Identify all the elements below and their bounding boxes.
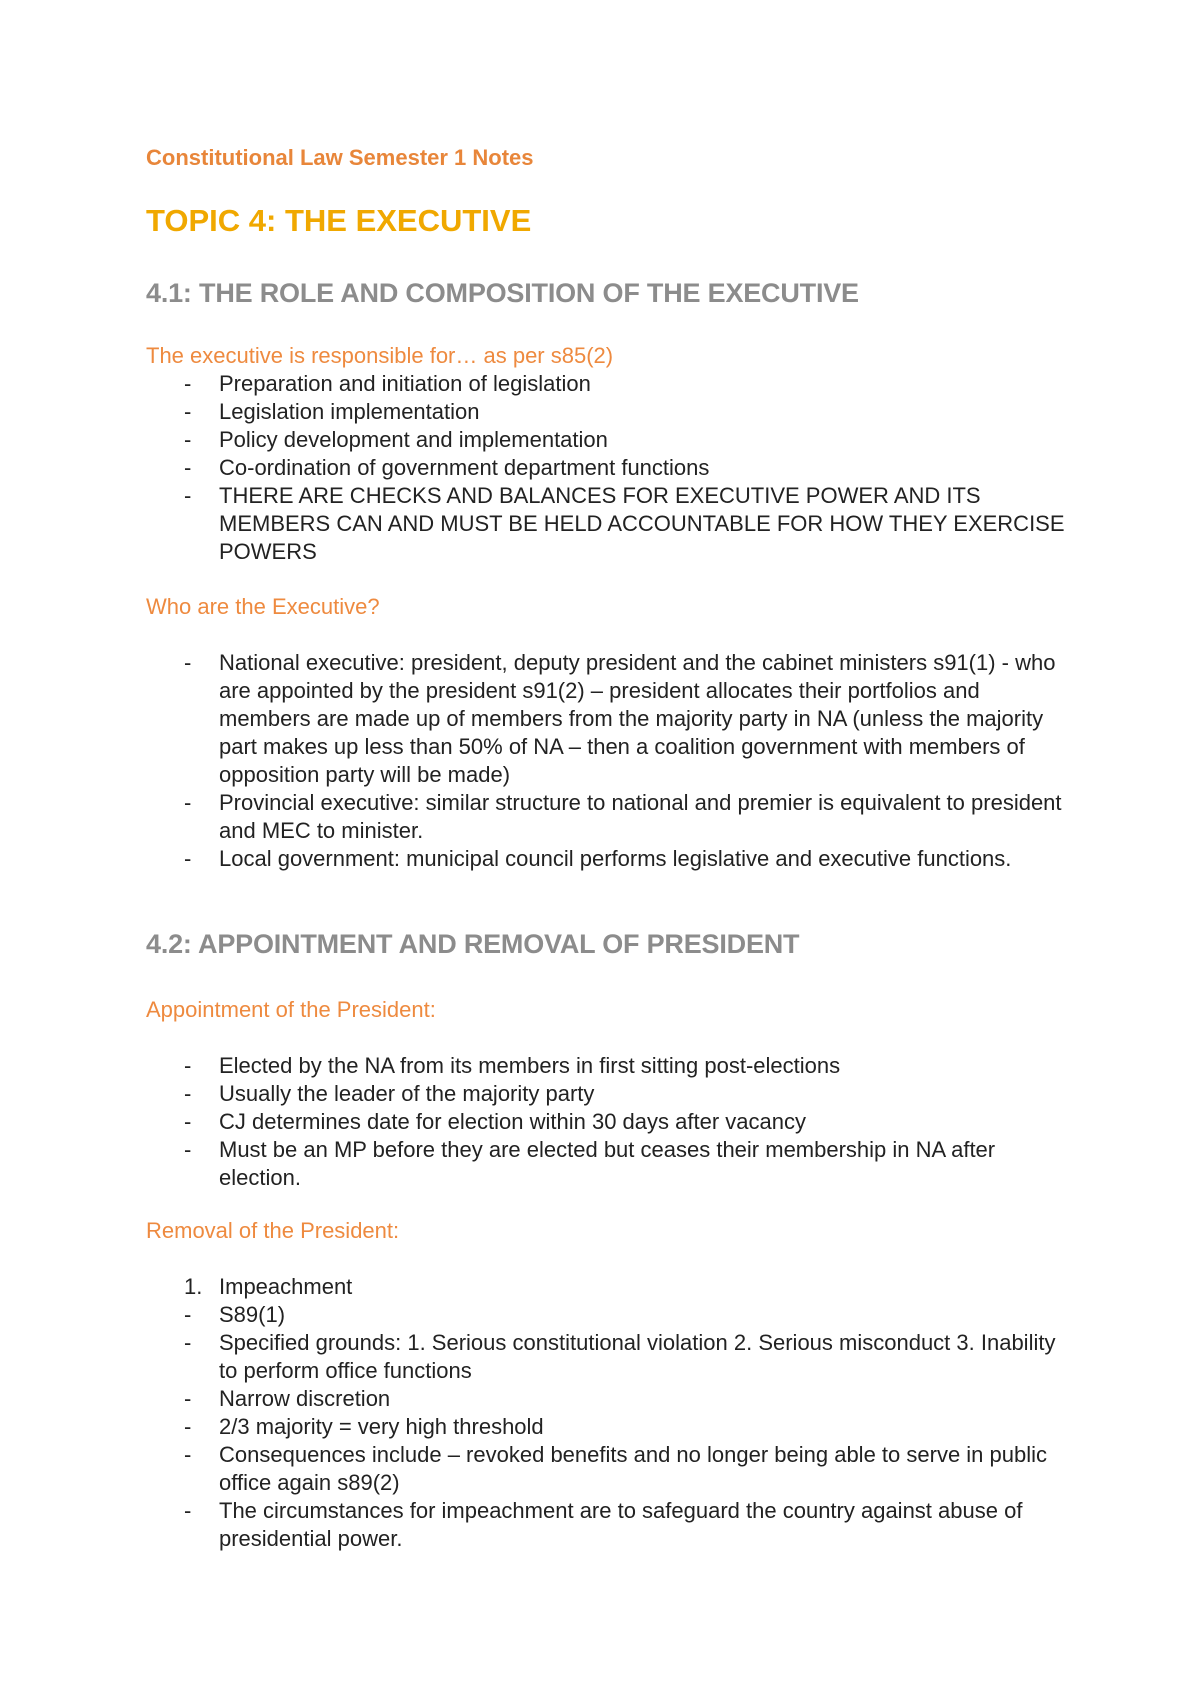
list-marker: - <box>184 846 192 871</box>
list-marker: - <box>184 371 192 396</box>
list-marker: - <box>184 1053 192 1078</box>
who-list <box>0 649 1069 873</box>
section-4-1-title: 4.1: THE ROLE AND COMPOSITION OF THE EXECUTIVE <box>146 278 859 308</box>
list-item: - The circumstances for impeachment are to safeguard the country against abuse of presidential power. <box>184 1498 1023 1551</box>
list-marker: - <box>184 1442 192 1467</box>
who-heading: Who are the Executive? <box>146 594 380 619</box>
list-item: - Co-ordination of government department functions <box>184 455 710 480</box>
list-marker: 1. <box>184 1274 203 1299</box>
list-marker: - <box>184 1330 192 1355</box>
list-marker: - <box>184 1137 192 1162</box>
list-item: - Usually the leader of the majority party <box>184 1081 595 1106</box>
list-marker: - <box>184 790 192 815</box>
list-item: - S89(1) <box>184 1302 286 1327</box>
responsibilities-heading: The executive is responsible for… as per s85(2) <box>146 343 614 368</box>
list-marker: - <box>184 1498 192 1523</box>
list-marker: - <box>184 399 192 424</box>
list-item: - Consequences include – revoked benefits and no longer being able to serve in public office again s89(2) <box>184 1442 1048 1495</box>
list-item: - Local government: municipal council performs legislative and executive functions. <box>184 846 1012 871</box>
list-marker: - <box>184 455 192 480</box>
list-item: - Specified grounds: 1. Serious constitutional violation 2. Serious misconduct 3. Inability to perform office functions <box>184 1330 1056 1383</box>
list-item: - Narrow discretion <box>184 1386 391 1411</box>
list-marker: - <box>184 1109 192 1134</box>
topic-title: TOPIC 4: THE EXECUTIVE <box>146 203 532 238</box>
list-marker: - <box>184 650 192 675</box>
list-item: - Preparation and initiation of legislation <box>184 371 591 396</box>
list-marker: - <box>184 1081 192 1106</box>
list-marker: - <box>184 427 192 452</box>
section-4-2-title: 4.2: APPOINTMENT AND REMOVAL OF PRESIDENT <box>146 929 800 959</box>
list-item: - Policy development and implementation <box>184 427 608 452</box>
list-item: - Provincial executive: similar structure to national and premier is equivalent to president and MEC to minister. <box>184 790 1062 843</box>
list-item: - THERE ARE CHECKS AND BALANCES FOR EXECUTIVE POWER AND ITS MEMBERS CAN AND MUST BE HELD ACCOUNTABLE FOR HOW THEY EXERCISE POWERS <box>184 483 1065 564</box>
appointment-heading: Appointment of the President: <box>146 997 436 1022</box>
list-item: - Legislation implementation <box>184 399 480 424</box>
list-marker: - <box>184 1414 192 1439</box>
removal-heading: Removal of the President: <box>146 1218 400 1243</box>
list-item: - Elected by the NA from its members in first sitting post-elections <box>184 1053 841 1078</box>
list-item: - Must be an MP before they are elected but ceases their membership in NA after election. <box>184 1137 996 1190</box>
list-marker: - <box>184 1386 192 1411</box>
list-item: - National executive: president, deputy president and the cabinet ministers s91(1) - who are appointed by the president s91(2) – president allocates their portfolios and members are made up of members from the majority party in NA (unless the majority part makes up less than 50% of NA – then a coalition government with members of opposition party will be made) <box>184 650 1056 787</box>
list-marker: - <box>184 1302 192 1327</box>
appointment-list <box>0 1052 1069 1192</box>
removal-list <box>0 1273 1069 1553</box>
list-marker: - <box>184 483 192 508</box>
list-item: - 2/3 majority = very high threshold <box>184 1414 544 1439</box>
document-header: Constitutional Law Semester 1 Notes <box>146 145 534 170</box>
list-item: 1. Impeachment <box>184 1274 353 1299</box>
responsibilities-list <box>0 370 1069 566</box>
list-item: - CJ determines date for election within 30 days after vacancy <box>184 1109 806 1134</box>
